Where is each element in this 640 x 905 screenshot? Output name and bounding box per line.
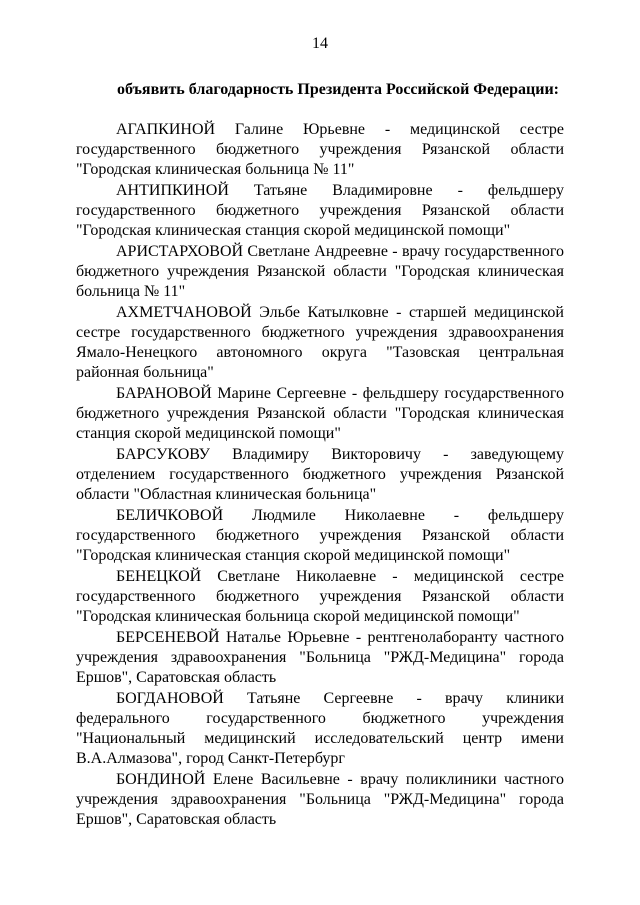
list-item: БОГДАНОВОЙ Татьяне Сергеевне - врачу клиники федерального государственного бюджетного учреждения "Национальный медицинский исследовательский центр имени В.А.Алмазова", город Санкт-Петербург (76, 690, 564, 767)
list-item: АРИСТАРХОВОЙ Светлане Андреевне - врачу государственного бюджетного учреждения Рязанской области "Городская клиническая больница № 11" (76, 243, 564, 300)
list-item: БАРАНОВОЙ Марине Сергеевне - фельдшеру государственного бюджетного учреждения Рязанской области "Городская клиническая станция скорой медицинской помощи" (76, 385, 564, 442)
list-item: АНТИПКИНОЙ Татьяне Владимировне - фельдшеру государственного бюджетного учреждения Рязанской области "Городская клиническая станция скорой медицинской помощи" (76, 182, 564, 239)
list-item: БЕНЕЦКОЙ Светлане Николаевне - медицинской сестре государственного бюджетного учреждения Рязанской области "Городская клиническая больница скорой медицинской помощи" (76, 568, 564, 625)
list-item: БОНДИНОЙ Елене Васильевне - врачу поликлиники частного учреждения здравоохранения "Больница "РЖД-Медицина" города Ершов", Саратовская область (76, 771, 564, 828)
document-heading: объявить благодарность Президента Российской Федерации: (117, 81, 559, 98)
list-item: АХМЕТЧАНОВОЙ Эльбе Катылковне - старшей медицинской сестре государственного бюджетного учреждения здравоохранения Ямало-Ненецкого автономного округа "Тазовская центральная районная больница" (76, 304, 564, 381)
list-item: АГАПКИНОЙ Галине Юрьевне - медицинской сестре государственного бюджетного учреждения Рязанской области "Городская клиническая больница № 11" (76, 121, 564, 178)
list-item: БЕРСЕНЕВОЙ Наталье Юрьевне - рентгенолаборанту частного учреждения здравоохранения "Больница "РЖД-Медицина" города Ершов", Саратовская область (76, 629, 564, 686)
page-number: 14 (312, 35, 328, 52)
list-item: БАРСУКОВУ Владимиру Викторовичу - заведующему отделением государственного бюджетного учреждения Рязанской области "Областная клиническая больница" (76, 446, 564, 503)
list-item: БЕЛИЧКОВОЙ Людмиле Николаевне - фельдшеру государственного бюджетного учреждения Рязанской области "Городская клиническая станция скорой медицинской помощи" (76, 507, 564, 564)
award-list (76, 120, 564, 830)
